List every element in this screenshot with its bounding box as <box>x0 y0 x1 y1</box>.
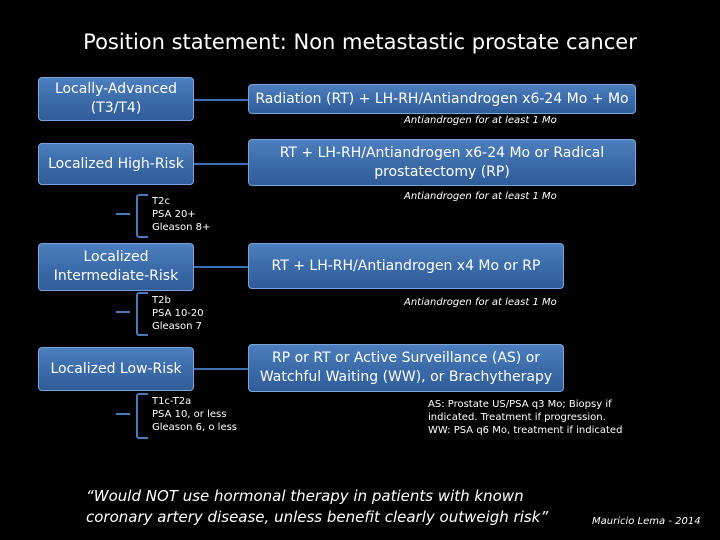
criteria-item: PSA 20+ <box>152 209 196 220</box>
treatment-label: RT + LH-RH/Antiandrogen x6-24 Mo or Radical prostatectomy (RP) <box>279 144 605 180</box>
author-signature: Mauricio Lema - 2014 <box>592 516 701 527</box>
treatment-box-intermediate-risk <box>248 243 564 289</box>
stage-label: Localized Intermediate-Risk <box>53 249 179 284</box>
treatment-label: RT + LH-RH/Antiandrogen x4 Mo or RP <box>271 257 541 274</box>
criteria-item: Gleason 6, o less <box>152 422 238 433</box>
clinical-quote <box>86 486 548 528</box>
criteria-bracket <box>136 194 148 238</box>
criteria-item: T2b <box>152 295 171 306</box>
connector-line <box>194 163 248 165</box>
criteria-item: T1c-T2a <box>152 396 192 407</box>
criteria-bracket <box>136 393 148 439</box>
detail-line: WW: PSA q6 Mo, treatment if indicated <box>428 425 623 436</box>
slide-title: Position statement: Non metastastic prostate cancer <box>83 30 637 54</box>
criteria-list-low-risk <box>152 395 237 434</box>
stage-label: Locally-Advanced (T3/T4) <box>54 81 178 116</box>
connector-line <box>194 99 248 101</box>
criteria-list-intermediate-risk <box>152 294 204 333</box>
detail-line: AS: Prostate US/PSA q3 Mo; Biopsy if <box>428 399 612 410</box>
criteria-bracket-tail <box>116 311 130 313</box>
stage-box-high-risk <box>38 143 194 185</box>
antiandrogen-note: Antiandrogen for at least 1 Mo <box>404 191 557 202</box>
connector-line <box>194 266 248 268</box>
antiandrogen-note: Antiandrogen for at least 1 Mo <box>404 297 557 308</box>
treatment-label: Radiation (RT) + LH-RH/Antiandrogen x6-24 Mo + Mo <box>255 90 629 107</box>
criteria-item: PSA 10, or less <box>152 409 227 420</box>
antiandrogen-note: Antiandrogen for at least 1 Mo <box>404 115 557 126</box>
quote-line: “Would NOT use hormonal therapy in patients with known <box>86 487 524 505</box>
criteria-item: T2c <box>152 196 170 207</box>
criteria-item: Gleason 7 <box>152 321 203 332</box>
stage-label: Localized Low-Risk <box>50 360 182 377</box>
treatment-box-low-risk <box>248 344 564 392</box>
treatment-box-locally-advanced <box>248 84 636 114</box>
stage-box-locally-advanced <box>38 77 194 121</box>
criteria-bracket-tail <box>116 213 130 215</box>
criteria-bracket <box>136 292 148 336</box>
criteria-bracket-tail <box>116 413 130 415</box>
criteria-item: Gleason 8+ <box>152 222 211 233</box>
quote-line: coronary artery disease, unless benefit clearly outweigh risk” <box>86 508 549 526</box>
stage-box-intermediate-risk <box>38 243 194 291</box>
stage-label: Localized High-Risk <box>48 155 184 172</box>
surveillance-details <box>428 398 622 437</box>
treatment-box-high-risk <box>248 139 636 186</box>
criteria-list-high-risk <box>152 195 210 234</box>
stage-box-low-risk <box>38 347 194 391</box>
detail-line: indicated. Treatment if progression. <box>428 412 606 423</box>
connector-line <box>194 368 248 370</box>
treatment-label: RP or RT or Active Surveillance (AS) or Watchful Waiting (WW), or Brachytherapy <box>259 350 553 385</box>
criteria-item: PSA 10-20 <box>152 308 204 319</box>
